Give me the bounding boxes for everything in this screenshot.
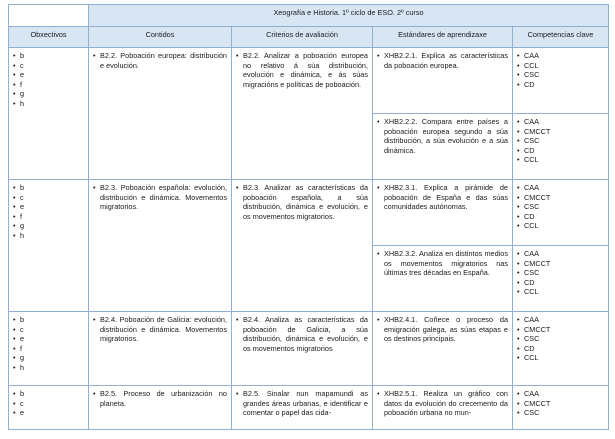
objective-item: • c	[13, 399, 84, 409]
criteria-cell	[232, 312, 373, 386]
title-row	[9, 5, 609, 27]
objectives-cell	[9, 48, 89, 180]
competences-list	[517, 51, 604, 89]
objective-item: • f	[13, 344, 84, 354]
standard-text: • XHB2.3.2. Analiza en distintos medios os movementos migratorios nas últimas tres décadas en España.	[377, 249, 508, 278]
competence-item: • CMCCT	[517, 193, 604, 203]
content-text: • B2.5. Proceso de urbanización no planeta.	[93, 389, 227, 408]
table-row	[9, 312, 609, 386]
standard-cell	[373, 48, 513, 114]
competences-list	[517, 117, 604, 165]
competence-item: • CAA	[517, 249, 604, 259]
criteria-text: • B2.4. Analiza as características da poboación de Galicia, a súa distribución, dinámica e evolución, e os movementos migratorios	[236, 315, 368, 353]
competences-cell	[513, 246, 609, 312]
competence-item: • CCL	[517, 61, 604, 71]
competence-item: • CD	[517, 278, 604, 288]
competence-item: • CSC	[517, 136, 604, 146]
criteria-cell	[232, 386, 373, 430]
competences-list	[517, 389, 604, 418]
column-header-row	[9, 27, 609, 48]
table-row	[9, 386, 609, 430]
table-row	[9, 180, 609, 246]
standard-cell	[373, 386, 513, 430]
competence-item: • CD	[517, 344, 604, 354]
objective-item: • e	[13, 70, 84, 80]
standard-text: • XHB2.4.1. Coñece o proceso da emigración galega, as súas etapas e os destinos principais.	[377, 315, 508, 344]
objective-item: • g	[13, 221, 84, 231]
objectives-cell	[9, 312, 89, 386]
contents-cell	[89, 180, 232, 312]
competence-item: • CCL	[517, 353, 604, 363]
objectives-list	[13, 51, 84, 109]
standard-cell	[373, 312, 513, 386]
col-header-objectives: Obxectivos	[9, 27, 89, 48]
objective-item: • b	[13, 389, 84, 399]
competence-item: • CSC	[517, 202, 604, 212]
objective-item: • e	[13, 334, 84, 344]
col-header-criteria: Criterios de avaliación	[232, 27, 373, 48]
objective-item: • b	[13, 315, 84, 325]
objective-item: • e	[13, 408, 84, 418]
table-title: Xeografía e Historia. 1º ciclo de ESO. 2º curso	[89, 5, 609, 27]
col-header-competences: Competencias clave	[513, 27, 609, 48]
content-text: • B2.3. Poboación española: evolución, distribución e dinámica. Movementos migratorios.	[93, 183, 227, 212]
contents-cell	[89, 48, 232, 180]
content-text: • B2.4. Poboación de Galicia: evolución, distribución e dinámica. Movementos migratorios.	[93, 315, 227, 344]
competence-item: • CAA	[517, 315, 604, 325]
competences-cell	[513, 312, 609, 386]
standard-cell	[373, 246, 513, 312]
col-header-standards: Estándares de aprendizaxe	[373, 27, 513, 48]
contents-cell	[89, 312, 232, 386]
competence-item: • CMCCT	[517, 325, 604, 335]
competence-item: • CSC	[517, 334, 604, 344]
competence-item: • CMCCT	[517, 259, 604, 269]
competences-cell	[513, 48, 609, 114]
competence-item: • CD	[517, 80, 604, 90]
competences-list	[517, 183, 604, 231]
objective-item: • f	[13, 212, 84, 222]
objectives-list	[13, 183, 84, 241]
objectives-cell	[9, 180, 89, 312]
contents-cell	[89, 386, 232, 430]
competences-list	[517, 249, 604, 297]
criteria-text: • B2.3. Analizar as características da poboación española, a súa distribución, dinámica e evolución, e os movementos migratorios.	[236, 183, 368, 221]
objective-item: • b	[13, 51, 84, 61]
competence-item: • CCL	[517, 221, 604, 231]
objective-item: • c	[13, 61, 84, 71]
competence-item: • CAA	[517, 389, 604, 399]
blank-corner-cell	[9, 5, 89, 27]
competences-cell	[513, 180, 609, 246]
table-row	[9, 48, 609, 114]
criteria-text: • B2.2. Analizar a poboación europea no relativo á súa distribución, evolución e dinámica, e ás súas migracións e políticas de poboación.	[236, 51, 368, 89]
content-text: • B2.2. Poboación europea: distribución e evolución.	[93, 51, 227, 70]
competence-item: • CCL	[517, 155, 604, 165]
competence-item: • CCL	[517, 287, 604, 297]
objective-item: • e	[13, 202, 84, 212]
objective-item: • h	[13, 231, 84, 241]
objectives-list	[13, 315, 84, 373]
col-header-contents: Contidos	[89, 27, 232, 48]
objective-item: • c	[13, 193, 84, 203]
competence-item: • CSC	[517, 70, 604, 80]
objective-item: • g	[13, 353, 84, 363]
competence-item: • CMCCT	[517, 399, 604, 409]
criteria-text: • B2.5. Sinalar nun mapamundi as grandes áreas urbanas, e identificar e comentar o papel das cida-	[236, 389, 368, 418]
competence-item: • CAA	[517, 51, 604, 61]
objectives-cell	[9, 386, 89, 430]
objective-item: • b	[13, 183, 84, 193]
objective-item: • g	[13, 89, 84, 99]
standard-text: • XHB2.5.1. Realiza un gráfico con datos da evolución do crecemento da poboación urbana no mun-	[377, 389, 508, 418]
curriculum-table	[8, 4, 609, 430]
competences-cell	[513, 114, 609, 180]
standard-cell	[373, 180, 513, 246]
competences-list	[517, 315, 604, 363]
objective-item: • h	[13, 99, 84, 109]
standard-text: • XHB2.3.1. Explica a pirámide de poboación de España e das súas comunidades autónomas.	[377, 183, 508, 212]
competence-item: • CD	[517, 146, 604, 156]
competence-item: • CSC	[517, 268, 604, 278]
competence-item: • CMCCT	[517, 127, 604, 137]
standard-text: • XHB2.2.2. Compara entre países a poboación europea segundo a súa distribución, a súa evolución e a súa dinámica.	[377, 117, 508, 155]
objective-item: • h	[13, 363, 84, 373]
competence-item: • CD	[517, 212, 604, 222]
criteria-cell	[232, 180, 373, 312]
competence-item: • CAA	[517, 183, 604, 193]
objective-item: • f	[13, 80, 84, 90]
objectives-list	[13, 389, 84, 418]
competence-item: • CSC	[517, 408, 604, 418]
standard-text: • XHB2.2.1. Explica as características da poboación europea.	[377, 51, 508, 70]
standard-cell	[373, 114, 513, 180]
criteria-cell	[232, 48, 373, 180]
competences-cell	[513, 386, 609, 430]
competence-item: • CAA	[517, 117, 604, 127]
objective-item: • c	[13, 325, 84, 335]
